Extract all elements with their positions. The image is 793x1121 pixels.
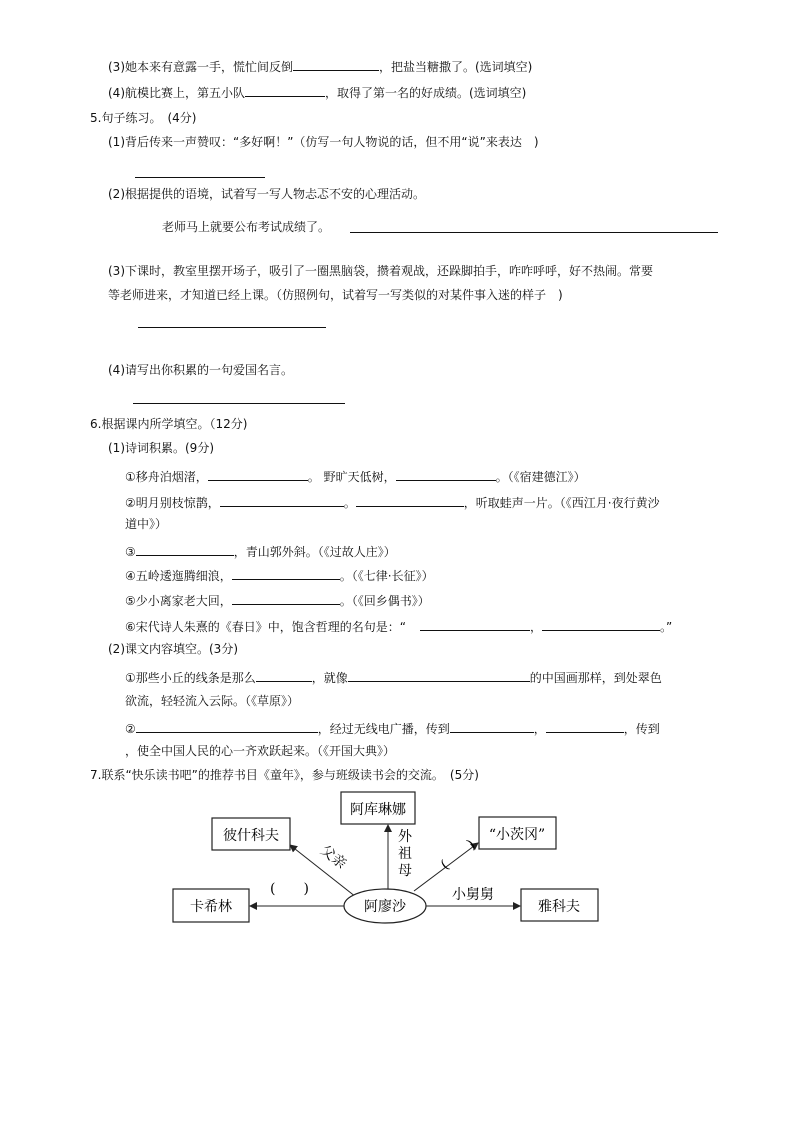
relation-label-blank-upper-right[interactable]: ( ) <box>437 836 479 874</box>
poem-line-4: ④五岭逶迤腾细浪， 。（《七律·长征》） <box>125 569 434 583</box>
content-line-1-cont: 欲流，轻轻流入云际。（《草原》） <box>125 694 300 708</box>
answer-blank[interactable] <box>232 592 340 605</box>
q5-item2-context: 老师马上就要公布考试成绩了。 <box>162 220 331 234</box>
answer-blank[interactable] <box>450 720 534 733</box>
answer-blank[interactable] <box>136 543 234 556</box>
poem-line-2: ②明月别枝惊鹊， 。 ，听取蛙声一片。（《西江月·夜行黄沙 <box>125 496 660 510</box>
svg-text:“小茨冈”: “小茨冈” <box>488 827 546 843</box>
character-relationship-diagram <box>0 785 793 945</box>
answer-blank[interactable] <box>220 494 344 507</box>
q4-item4: (4)航模比赛上，第五小队 ，取得了第一名的好成绩。(选词填空) <box>108 86 527 100</box>
q6-sub1: (1)诗词积累。(9分) <box>108 441 214 455</box>
q4-item3: (3)她本来有意露一手，慌忙间反倒 ，把盐当糖撒了。(选词填空) <box>108 60 533 74</box>
q5-item3-line2: 等老师进来，才知道已经上课。（仿照例句，试着写一写类似的对某件事入迷的样子 ) <box>108 288 563 302</box>
node-left <box>173 889 249 922</box>
answer-blank[interactable] <box>542 618 660 631</box>
node-right <box>521 889 598 921</box>
answer-blank[interactable] <box>293 58 379 71</box>
answer-line[interactable] <box>138 327 326 328</box>
answer-blank[interactable] <box>256 669 312 682</box>
relation-label-uncle: 小舅舅 <box>452 887 494 903</box>
node-upper-right <box>479 817 556 849</box>
answer-blank[interactable] <box>396 468 496 481</box>
svg-text:雅科夫: 雅科夫 <box>538 899 580 915</box>
answer-blank[interactable] <box>356 494 464 507</box>
poem-line-2-cont: 道中》） <box>125 517 168 531</box>
node-center <box>344 889 426 923</box>
q5-item3-line1: (3)下课时，教室里摆开场子，吸引了一圈黑脑袋，攒着观战，还跺脚拍手，咋咋呼呼，好不热闹。常要 <box>108 264 654 278</box>
poem-line-1: ①移舟泊烟渚， 。 野旷天低树， 。（《宿建德江》） <box>125 470 586 484</box>
q5-item2: (2)根据提供的语境，试着写一写人物忐忑不安的心理活动。 <box>108 187 426 201</box>
node-top <box>341 792 415 824</box>
q7-title: 7.联系“快乐读书吧”的推荐书目《童年》，参与班级读书会的交流。 (5分) <box>90 768 479 782</box>
answer-blank[interactable] <box>245 84 325 97</box>
q5-item1: (1)背后传来一声赞叹：“多好啊！”（仿写一句人物说的话，但不用“说”来表达 ) <box>108 135 539 149</box>
poem-line-6: ⑥宋代诗人朱熹的《春日》中，饱含哲理的名句是：“ ， 。” <box>125 620 673 634</box>
poem-line-5: ⑤少小离家老大回， 。（《回乡偶书》） <box>125 594 430 608</box>
answer-line[interactable] <box>350 232 718 233</box>
relation-label-blank-left[interactable]: ( ) <box>270 881 309 897</box>
answer-blank[interactable] <box>348 669 530 682</box>
q5-title: 5.句子练习。 (4分) <box>90 111 197 125</box>
relation-label-father: 父亲 <box>317 842 350 873</box>
svg-text:卡希林: 卡希林 <box>190 899 232 915</box>
svg-text:阿库琳娜: 阿库琳娜 <box>350 802 406 818</box>
answer-blank[interactable] <box>136 720 318 733</box>
relation-label-grandmother <box>398 829 413 879</box>
answer-blank[interactable] <box>208 468 308 481</box>
q6-title: 6.根据课内所学填空。（12分) <box>90 417 248 431</box>
answer-blank[interactable] <box>546 720 624 733</box>
node-upper-left <box>212 818 290 850</box>
answer-line[interactable] <box>135 177 265 178</box>
answer-blank[interactable] <box>420 618 530 631</box>
answer-line[interactable] <box>133 403 345 404</box>
content-line-2: ② ，经过无线电广播，传到 ， ，传到 <box>125 722 660 736</box>
content-line-2-cont: ，使全中国人民的心一齐欢跃起来。（《开国大典》） <box>125 744 396 758</box>
svg-text:外祖母: 外祖母 <box>398 829 412 879</box>
poem-line-3: ③ ，青山郭外斜。（《过故人庄》） <box>125 545 396 559</box>
q6-sub2: (2)课文内容填空。(3分) <box>108 642 238 656</box>
q5-item4: (4)请写出你积累的一句爱国名言。 <box>108 363 293 377</box>
svg-text:彼什科夫: 彼什科夫 <box>223 828 279 844</box>
svg-text:阿廖沙: 阿廖沙 <box>364 899 406 915</box>
content-line-1: ①那些小丘的线条是那么 ，就像 的中国画那样，到处翠色 <box>125 671 662 685</box>
answer-blank[interactable] <box>232 567 340 580</box>
